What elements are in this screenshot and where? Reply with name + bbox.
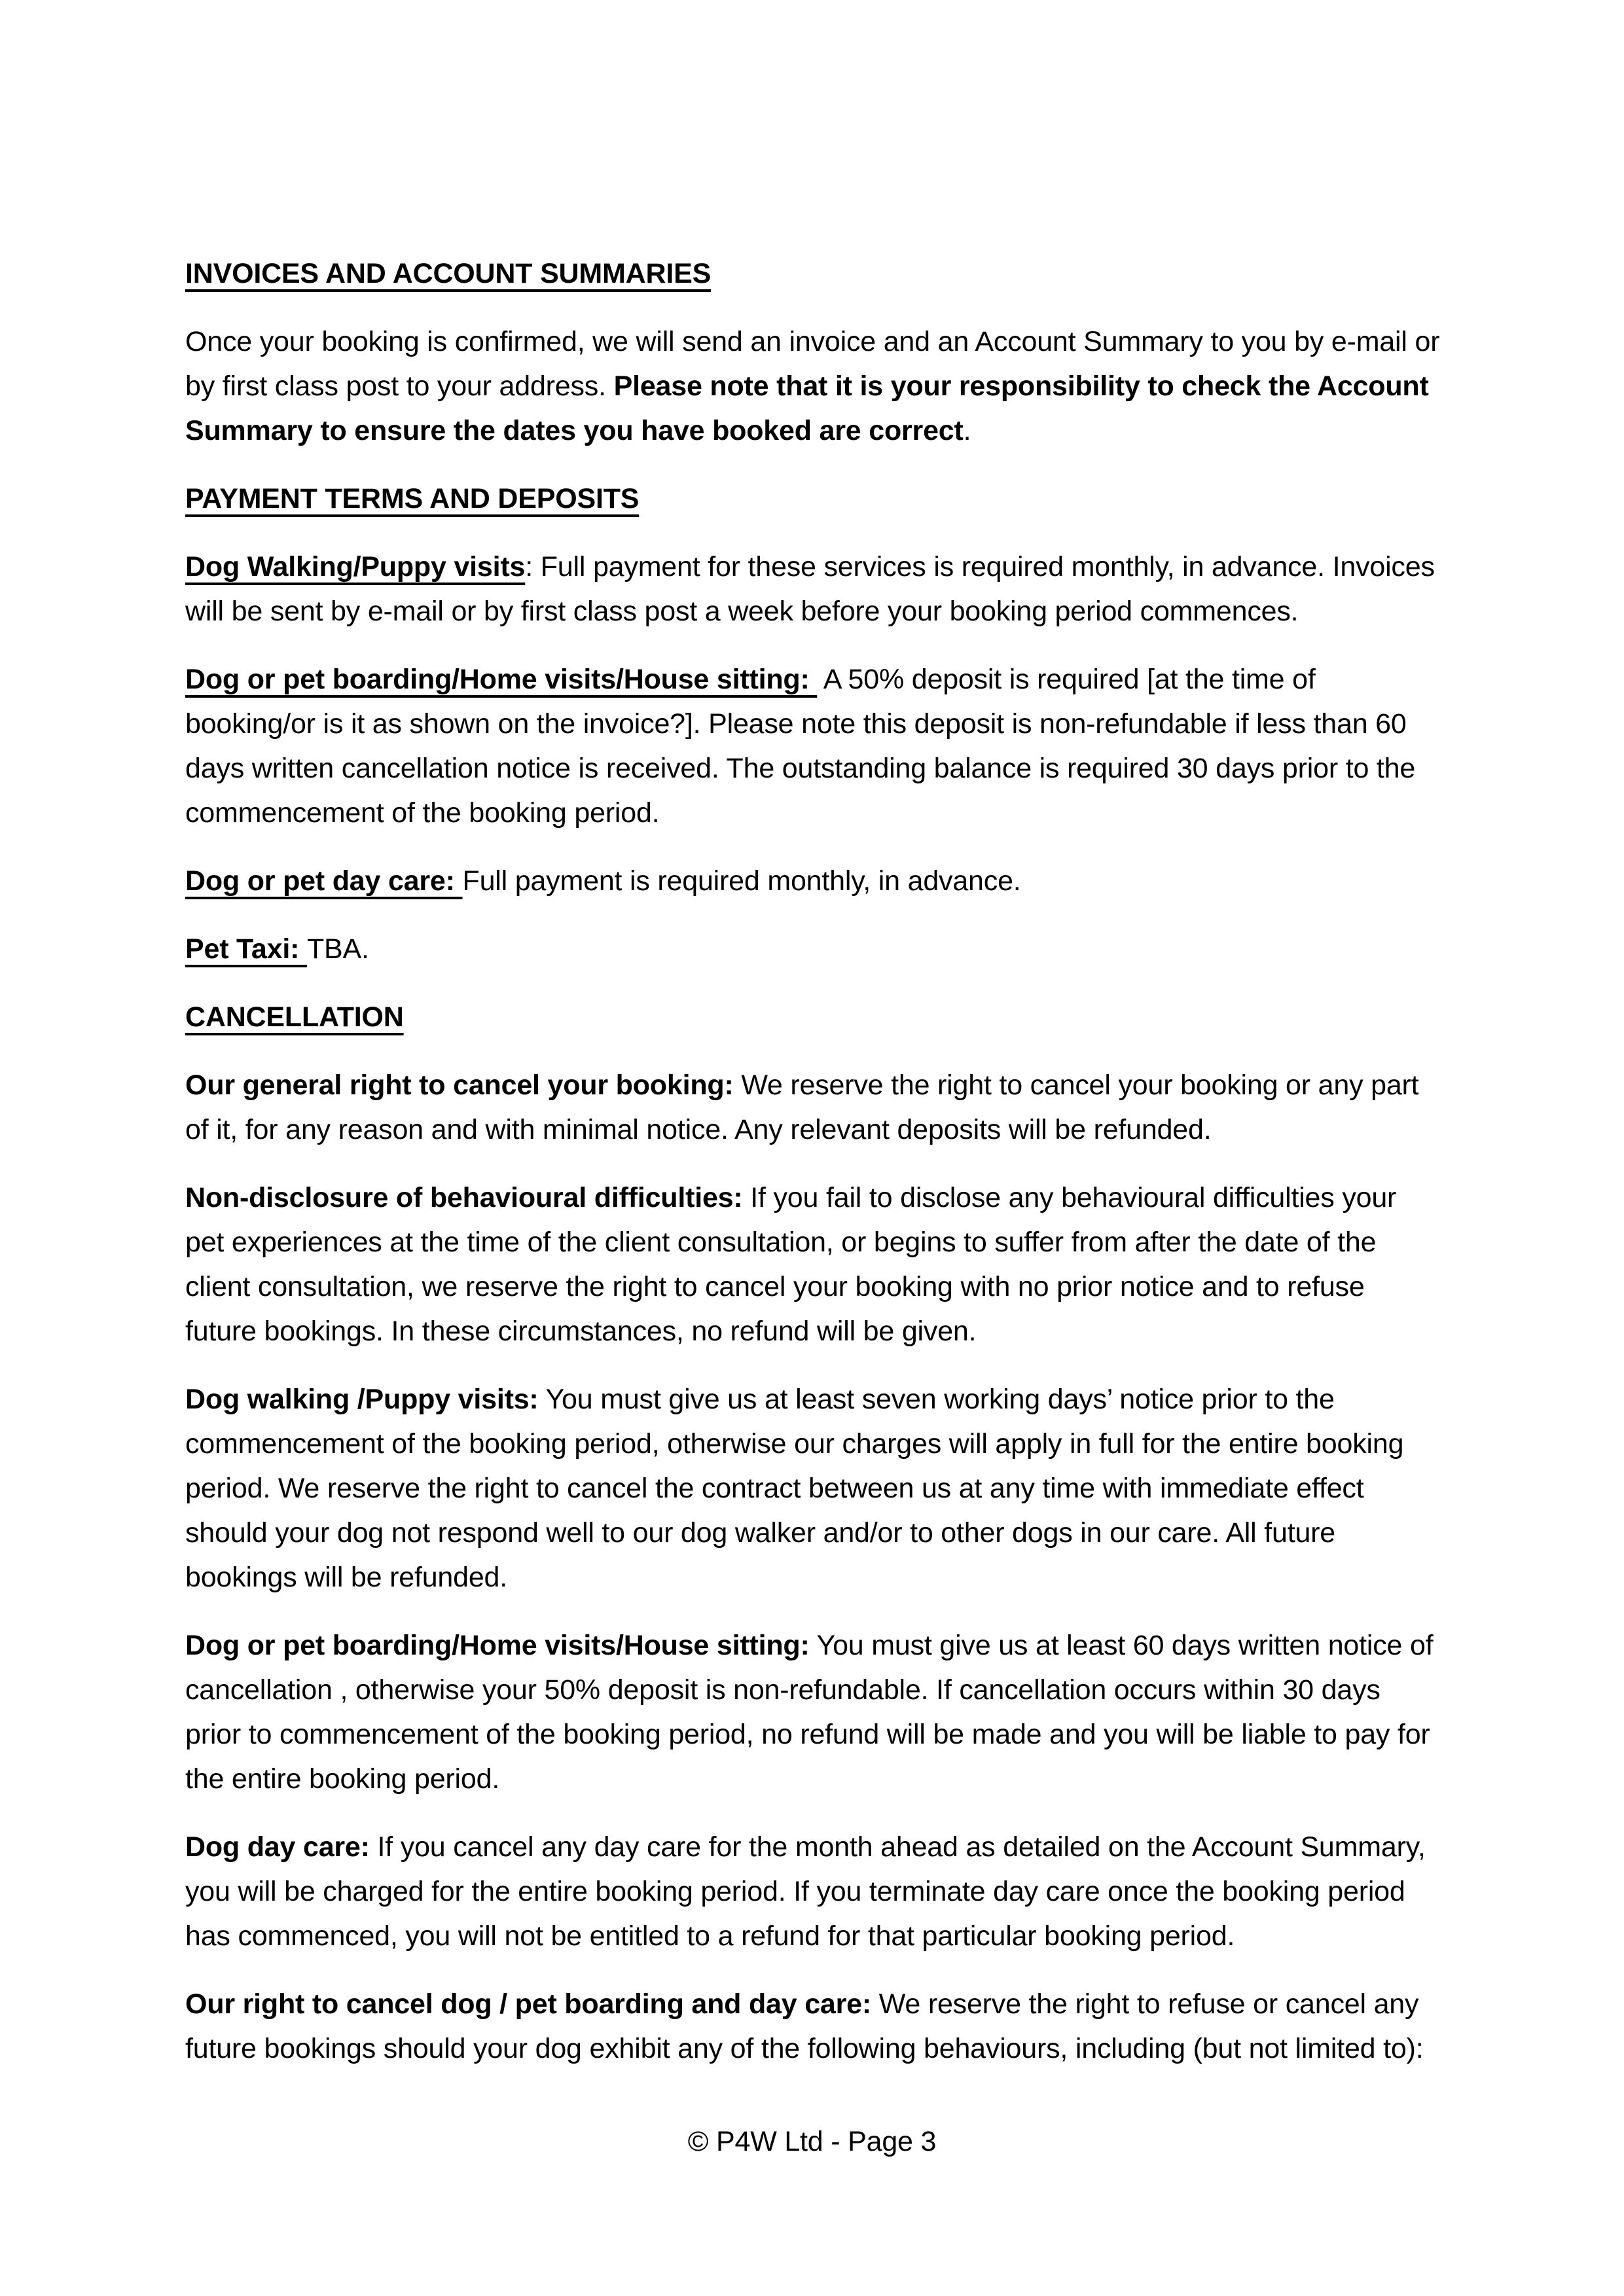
lead-in-label: Dog Walking/Puppy visits	[185, 551, 526, 583]
text-run: If you cancel any day care for the month ahead as detailed on the Account Summary, you will be charged for the entire booking period. If you terminate day care once the booking period has commenced, you will not be entitled to a refund for that particular booking period.	[185, 1831, 1426, 1952]
para-cancel-general-right	[185, 1063, 1441, 1152]
para-payment-dog-walking	[185, 545, 1441, 634]
page-footer	[0, 2119, 1624, 2164]
para-invoices-intro	[185, 319, 1441, 453]
footer-text: © P4W Ltd - Page 3	[687, 2126, 937, 2157]
para-cancel-day-care	[185, 1825, 1441, 1958]
text-run: We reserve the right to refuse or cancel any future bookings should your dog exhibit any of the following behaviours, including (but not limited to):	[185, 1988, 1424, 2064]
para-payment-day-care	[185, 859, 1441, 903]
heading-cancellation	[185, 995, 1441, 1039]
document-body	[185, 251, 1441, 2094]
lead-in-label: Non-disclosure of behavioural difficulties:	[185, 1182, 743, 1213]
heading-text: CANCELLATION	[185, 1001, 404, 1033]
para-payment-boarding	[185, 657, 1441, 835]
heading-payment-terms-and-deposits	[185, 476, 1441, 521]
text-run: : Full payment for these services is required monthly, in advance. Invoices will be sent by e-mail or by first class post a week before your booking period commences.	[185, 551, 1435, 627]
text-run: TBA.	[306, 933, 369, 965]
text-run: If you fail to disclose any behavioural difficulties your pet experiences at the time of the client consultation, or begins to suffer from after the date of the client consultation, we reserve the right to cancel your booking with no prior notice and to refuse future bookings. In these circumstances, no refund will be given.	[185, 1182, 1397, 1347]
lead-in-label: Dog or pet boarding/Home visits/House sitting:	[185, 1630, 810, 1661]
para-cancel-our-right	[185, 1982, 1441, 2071]
text-run: .	[963, 415, 971, 446]
lead-in-label: Dog or pet day care:	[185, 865, 463, 897]
para-payment-pet-taxi	[185, 927, 1441, 971]
heading-text: INVOICES AND ACCOUNT SUMMARIES	[185, 258, 712, 289]
lead-in-label: Our right to cancel dog / pet boarding and day care:	[185, 1988, 872, 2020]
text-run: Full payment is required monthly, in advance.	[462, 865, 1021, 897]
text-run: We reserve the right to cancel your booking or any part of it, for any reason and with minimal notice. Any relevant deposits will be refunded.	[185, 1069, 1419, 1145]
lead-in-label: Dog walking /Puppy visits:	[185, 1384, 539, 1415]
text-run: A 50% deposit is required [at the time of booking/or is it as shown on the invoice?]. Please note this deposit is non-refundable if less than 60 days written cancellation notice is received. The outstanding balance is required 30 days prior to the commencement of the booking period.	[185, 664, 1416, 829]
lead-in-label: Our general right to cancel your booking:	[185, 1069, 734, 1101]
text-run: Once your booking is confirmed, we will send an invoice and an Account Summary to you by e-mail or by first class post to your address.	[185, 326, 1440, 402]
heading-text: PAYMENT TERMS AND DEPOSITS	[185, 483, 640, 514]
text-run: You must give us at least seven working days’ notice prior to the commencement of the booking period, otherwise our charges will apply in full for the entire booking period. We reserve the right to cancel the contract between us at any time with immediate effect should your dog not respond well to our dog walker and/or to other dogs in our care. All future bookings will be refunded.	[185, 1384, 1404, 1593]
lead-in-label: Dog day care:	[185, 1831, 370, 1863]
para-cancel-dog-walking	[185, 1377, 1441, 1600]
lead-in-label: Pet Taxi:	[185, 933, 307, 965]
text-run: Please note that it is your responsibility to check the Account Summary to ensure the dates you have booked are correct	[185, 370, 1429, 446]
text-run: You must give us at least 60 days written notice of cancellation , otherwise your 50% deposit is non-refundable. If cancellation occurs within 30 days prior to commencement of the booking period, no refund will be made and you will be liable to pay for the entire booking period.	[185, 1630, 1434, 1795]
para-cancel-boarding	[185, 1623, 1441, 1801]
heading-invoices-and-account-summaries	[185, 251, 1441, 296]
para-cancel-non-disclosure	[185, 1175, 1441, 1354]
lead-in-label: Dog or pet boarding/Home visits/House sitting:	[185, 664, 818, 695]
